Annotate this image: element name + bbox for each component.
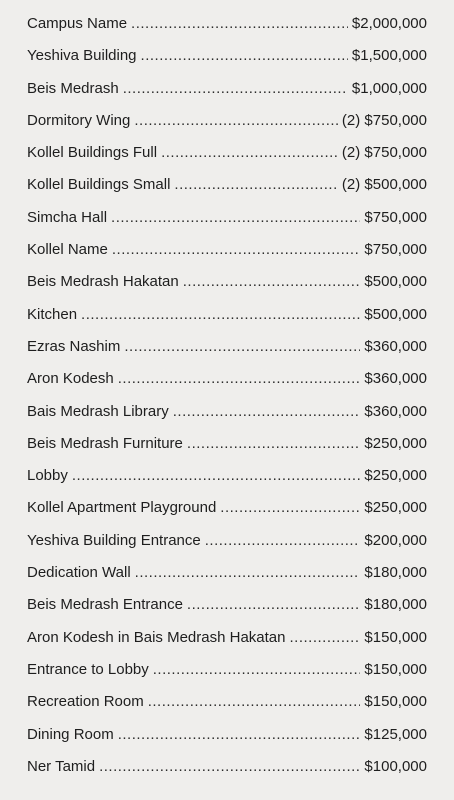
dot-leader xyxy=(134,109,338,133)
dot-leader xyxy=(141,44,348,68)
item-label: Ner Tamid xyxy=(27,757,96,775)
item-label: Beis Medrash Furniture xyxy=(27,434,183,452)
item-price: $250,000 xyxy=(364,434,427,452)
list-item xyxy=(27,626,427,658)
item-price: $150,000 xyxy=(364,660,427,678)
dot-leader xyxy=(205,529,361,553)
item-price: $125,000 xyxy=(364,725,427,743)
list-item xyxy=(27,561,427,593)
item-label: Dormitory Wing xyxy=(27,111,131,129)
item-label: Aron Kodesh xyxy=(27,370,114,388)
dot-leader xyxy=(118,723,361,747)
item-price: $360,000 xyxy=(364,337,427,355)
dot-leader xyxy=(131,12,348,36)
item-price: $360,000 xyxy=(364,402,427,420)
dot-leader xyxy=(173,400,361,424)
list-item xyxy=(27,658,427,690)
item-label: Entrance to Lobby xyxy=(27,660,149,678)
list-item xyxy=(27,173,427,205)
list-item xyxy=(27,400,427,432)
item-label: Kollel Buildings Full xyxy=(27,144,158,162)
item-label: Beis Medrash xyxy=(27,79,119,97)
dot-leader xyxy=(72,464,361,488)
dot-leader xyxy=(81,303,360,327)
item-label: Beis Medrash Hakatan xyxy=(27,273,179,291)
list-item xyxy=(27,690,427,722)
dot-leader xyxy=(118,367,361,391)
list-item xyxy=(27,496,427,528)
item-price: $150,000 xyxy=(364,628,427,646)
item-price: $500,000 xyxy=(364,305,427,323)
dot-leader xyxy=(289,626,360,650)
list-item xyxy=(27,335,427,367)
list-item xyxy=(27,755,427,787)
item-price: $2,000,000 xyxy=(351,15,427,32)
dot-leader xyxy=(174,173,338,197)
item-label: Ezras Nashim xyxy=(27,337,121,355)
item-price: $150,000 xyxy=(364,693,427,711)
dedication-price-list xyxy=(27,12,427,787)
item-label: Dedication Wall xyxy=(27,564,131,582)
dot-leader xyxy=(148,690,361,714)
item-label: Kollel Name xyxy=(27,241,108,259)
list-item xyxy=(27,723,427,755)
list-item xyxy=(27,464,427,496)
item-price: $250,000 xyxy=(364,499,427,517)
item-price: $360,000 xyxy=(364,370,427,388)
item-price: $500,000 xyxy=(364,273,427,291)
item-label: Bais Medrash Library xyxy=(27,402,169,420)
dot-leader xyxy=(187,593,361,617)
item-label: Yeshiva Building xyxy=(27,47,137,65)
item-price: $750,000 xyxy=(364,208,427,226)
list-item xyxy=(27,270,427,302)
item-price: $100,000 xyxy=(364,757,427,775)
item-price: $750,000 xyxy=(364,241,427,259)
item-label: Recreation Room xyxy=(27,693,144,711)
dot-leader xyxy=(112,238,361,262)
item-label: Kollel Buildings Small xyxy=(27,176,171,194)
list-item xyxy=(27,432,427,464)
item-label: Lobby xyxy=(27,467,68,485)
list-item xyxy=(27,109,427,141)
item-label: Beis Medrash Entrance xyxy=(27,596,183,614)
item-price: $200,000 xyxy=(364,531,427,549)
list-item xyxy=(27,529,427,561)
dot-leader xyxy=(99,755,360,779)
list-item xyxy=(27,141,427,173)
item-price: (2) $750,000 xyxy=(341,144,427,162)
list-item xyxy=(27,77,427,109)
dot-leader xyxy=(123,77,348,101)
item-label: Aron Kodesh in Bais Medrash Hakatan xyxy=(27,628,286,646)
dot-leader xyxy=(161,141,338,165)
item-price: $180,000 xyxy=(364,564,427,582)
item-price: (2) $750,000 xyxy=(341,111,427,129)
dot-leader xyxy=(187,432,361,456)
dot-leader xyxy=(111,206,360,230)
list-item xyxy=(27,238,427,270)
list-item xyxy=(27,367,427,399)
item-price: (2) $500,000 xyxy=(341,176,427,194)
dot-leader xyxy=(124,335,360,359)
item-label: Campus Name xyxy=(27,15,128,32)
list-item xyxy=(27,12,427,44)
item-label: Kitchen xyxy=(27,305,78,323)
list-item xyxy=(27,593,427,625)
item-price: $180,000 xyxy=(364,596,427,614)
item-price: $250,000 xyxy=(364,467,427,485)
list-item xyxy=(27,44,427,76)
item-label: Kollel Apartment Playground xyxy=(27,499,217,517)
item-label: Dining Room xyxy=(27,725,114,743)
dot-leader xyxy=(220,496,360,520)
item-label: Simcha Hall xyxy=(27,208,108,226)
dot-leader xyxy=(135,561,361,585)
item-price: $1,500,000 xyxy=(351,47,427,65)
list-item xyxy=(27,303,427,335)
item-price: $1,000,000 xyxy=(351,79,427,97)
item-label: Yeshiva Building Entrance xyxy=(27,531,201,549)
list-item xyxy=(27,206,427,238)
dot-leader xyxy=(153,658,361,682)
dot-leader xyxy=(183,270,361,294)
